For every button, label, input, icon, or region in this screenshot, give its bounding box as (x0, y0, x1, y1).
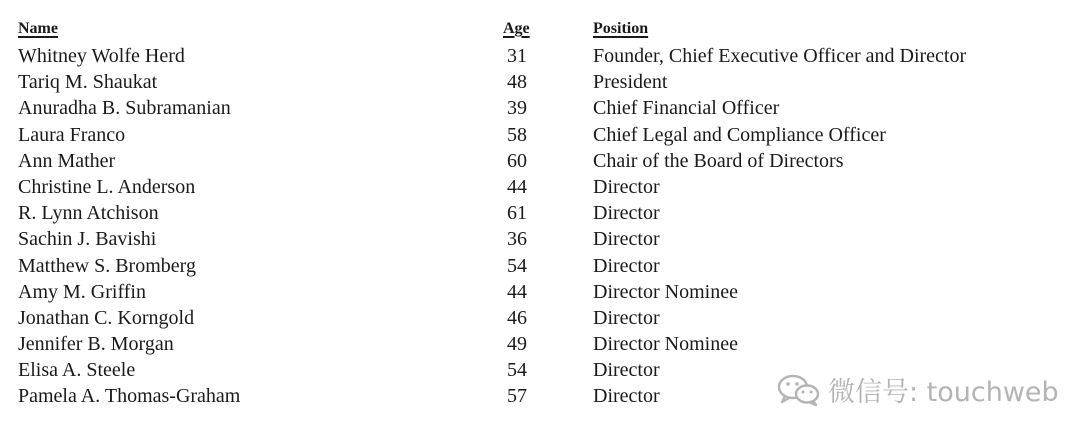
cell-age: 54 (507, 254, 527, 277)
cell-age: 61 (507, 202, 527, 225)
cell-position: Director Nominee (593, 280, 738, 303)
cell-name: Jonathan C. Korngold (18, 306, 195, 329)
cell-position: Director (593, 202, 660, 225)
table-row (18, 96, 1058, 122)
cell-position: Director (593, 306, 660, 329)
table-row (18, 123, 1058, 149)
table-body (18, 44, 1058, 411)
table-row (18, 227, 1058, 253)
cell-position: Chief Legal and Compliance Officer (593, 123, 886, 146)
cell-position: Chief Financial Officer (593, 97, 780, 120)
table-row (18, 306, 1058, 332)
header-position: Position (593, 20, 649, 37)
cell-position: Founder, Chief Executive Officer and Director (593, 45, 967, 67)
cell-age: 39 (507, 97, 527, 120)
table-row (18, 332, 1058, 358)
table-row (18, 254, 1058, 280)
watermark-text: 微信号: touchweb (828, 377, 1059, 408)
cell-position: President (593, 71, 668, 94)
table-row (18, 175, 1058, 201)
cell-age: 31 (507, 45, 527, 67)
cell-position: Director (593, 254, 660, 277)
cell-position: Chair of the Board of Directors (593, 149, 844, 172)
cell-name: Ann Mather (18, 149, 116, 172)
directors-table (18, 20, 1058, 411)
watermark (776, 370, 1059, 409)
header-age: Age (503, 20, 530, 37)
wechat-icon (776, 373, 822, 407)
cell-name: Matthew S. Bromberg (18, 254, 196, 277)
cell-name: Amy M. Griffin (18, 280, 146, 303)
cell-name: R. Lynn Atchison (18, 202, 159, 225)
cell-name: Anuradha B. Subramanian (18, 97, 231, 120)
cell-position: Director (593, 385, 660, 408)
cell-position: Director (593, 175, 660, 198)
cell-age: 48 (507, 71, 527, 94)
table-header (18, 20, 1058, 41)
cell-position: Director Nominee (593, 333, 738, 356)
cell-age: 57 (507, 385, 527, 408)
cell-name: Whitney Wolfe Herd (18, 45, 185, 67)
header-name: Name (18, 20, 58, 37)
cell-name: Elisa A. Steele (18, 359, 136, 382)
cell-age: 49 (507, 333, 527, 356)
table-row (18, 201, 1058, 227)
cell-name: Pamela A. Thomas-Graham (18, 385, 241, 408)
cell-age: 60 (507, 149, 527, 172)
cell-name: Christine L. Anderson (18, 175, 196, 198)
cell-age: 44 (507, 175, 527, 198)
cell-name: Laura Franco (18, 123, 126, 146)
cell-age: 36 (507, 228, 527, 251)
table-row (18, 280, 1058, 306)
cell-age: 54 (507, 359, 527, 382)
cell-name: Tariq M. Shaukat (18, 71, 158, 94)
cell-age: 46 (507, 306, 527, 329)
table-row (18, 44, 1058, 70)
cell-age: 44 (507, 280, 527, 303)
cell-name: Jennifer B. Morgan (18, 333, 174, 356)
cell-age: 58 (507, 123, 527, 146)
cell-name: Sachin J. Bavishi (18, 228, 157, 251)
table-row (18, 70, 1058, 96)
table-row (18, 149, 1058, 175)
cell-position: Director (593, 359, 660, 382)
cell-position: Director (593, 228, 660, 251)
